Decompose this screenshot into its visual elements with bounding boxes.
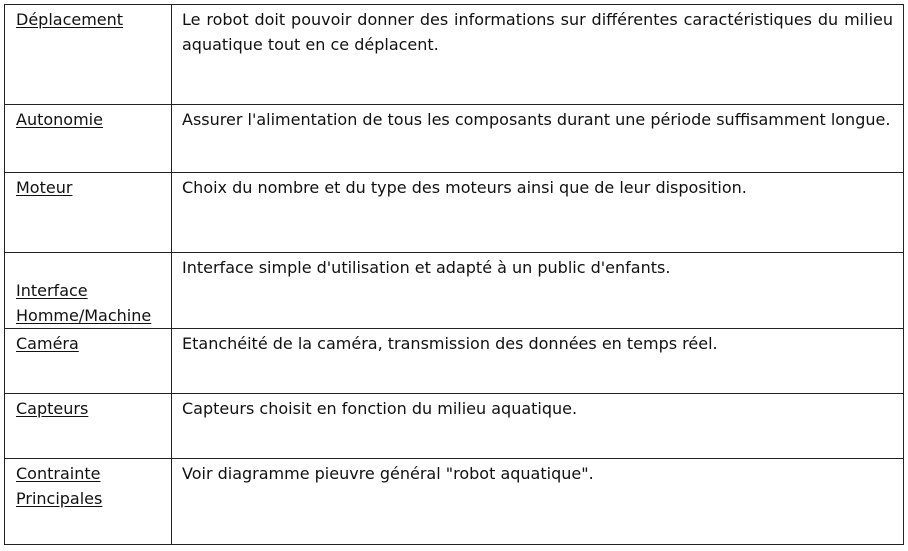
row-description: Le robot doit pouvoir donner des informations sur différentes caractéristiques du milieu aquatique tout en ce déplacent. [172,5,904,105]
row-label: Capteurs [5,394,172,459]
row-label: Moteur [5,173,172,253]
requirements-table [4,4,904,545]
row-description: Assurer l'alimentation de tous les composants durant une période suffisamment longue. [172,105,904,173]
table-row [5,253,904,329]
row-label: Contrainte Principales [5,459,172,545]
row-description: Etanchéité de la caméra, transmission des données en temps réel. [172,329,904,394]
row-description: Interface simple d'utilisation et adapté à un public d'enfants. [172,253,904,329]
row-description: Choix du nombre et du type des moteurs ainsi que de leur disposition. [172,173,904,253]
table-row [5,394,904,459]
row-label: Interface Homme/Machine [5,253,172,329]
requirements-table-container [4,4,904,545]
table-row [5,105,904,173]
row-description: Voir diagramme pieuvre général "robot aquatique". [172,459,904,545]
row-label: Autonomie [5,105,172,173]
row-label: Déplacement [5,5,172,105]
table-row [5,459,904,545]
table-row [5,5,904,105]
row-label: Caméra [5,329,172,394]
row-description: Capteurs choisit en fonction du milieu aquatique. [172,394,904,459]
table-row [5,329,904,394]
table-row [5,173,904,253]
